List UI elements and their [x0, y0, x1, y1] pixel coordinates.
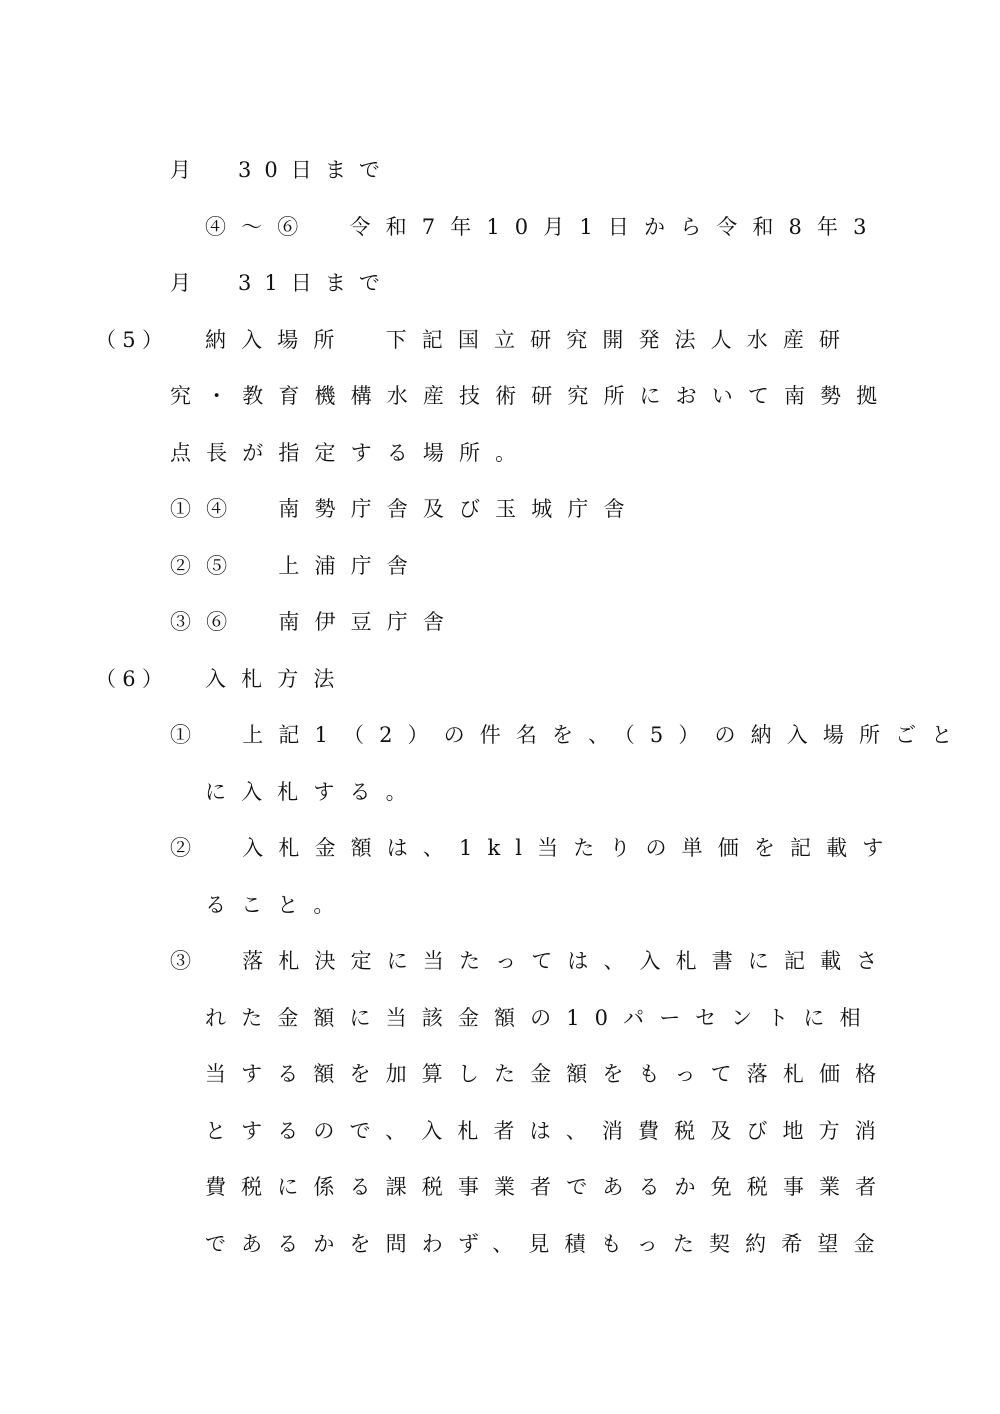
section-label-5: （5） [95, 328, 170, 352]
text-line-15: ③ 落札決定に当たっては、入札書に記載さ [170, 949, 893, 973]
text-line-6: 点長が指定する場所。 [170, 441, 532, 465]
text-line-12: に入札する。 [205, 780, 422, 804]
text-line-14: ること。 [205, 893, 350, 917]
text-line-7: ①④ 南勢庁舎及び玉城庁舎 [170, 497, 640, 521]
text-line-4: 納入場所 下記国立研究開発法人水産研 [205, 328, 856, 352]
text-line-1: 月 30日まで [170, 158, 393, 182]
text-line-3: 月 31日まで [170, 271, 393, 295]
text-line-5: 究・教育機構水産技術研究所において南勢拠 [170, 384, 893, 408]
text-line-13: ② 入札金額は、1kl当たりの単価を記載す [170, 836, 899, 860]
text-line-19: 費税に係る課税事業者であるか免税事業者 [205, 1175, 892, 1199]
text-line-10: 入札方法 [205, 667, 350, 691]
text-line-18: とするので、入札者は、消費税及び地方消 [205, 1119, 891, 1143]
text-line-11: ① 上記1（2）の件名を、（5）の納入場所ごと [170, 723, 968, 747]
text-line-9: ③⑥ 南伊豆庁舎 [170, 610, 459, 634]
section-label-6: （6） [95, 667, 170, 691]
text-line-8: ②⑤ 上浦庁舎 [170, 554, 423, 578]
text-line-2: ④～⑥ 令和7年10月1日から令和8年3 [205, 215, 882, 239]
text-line-20: であるかを問わず、見積もった契約希望金 [205, 1232, 890, 1256]
text-line-17: 当する額を加算した金額をもって落札価格 [205, 1062, 892, 1086]
text-line-16: れた金額に当該金額の10パーセントに相 [205, 1006, 876, 1030]
